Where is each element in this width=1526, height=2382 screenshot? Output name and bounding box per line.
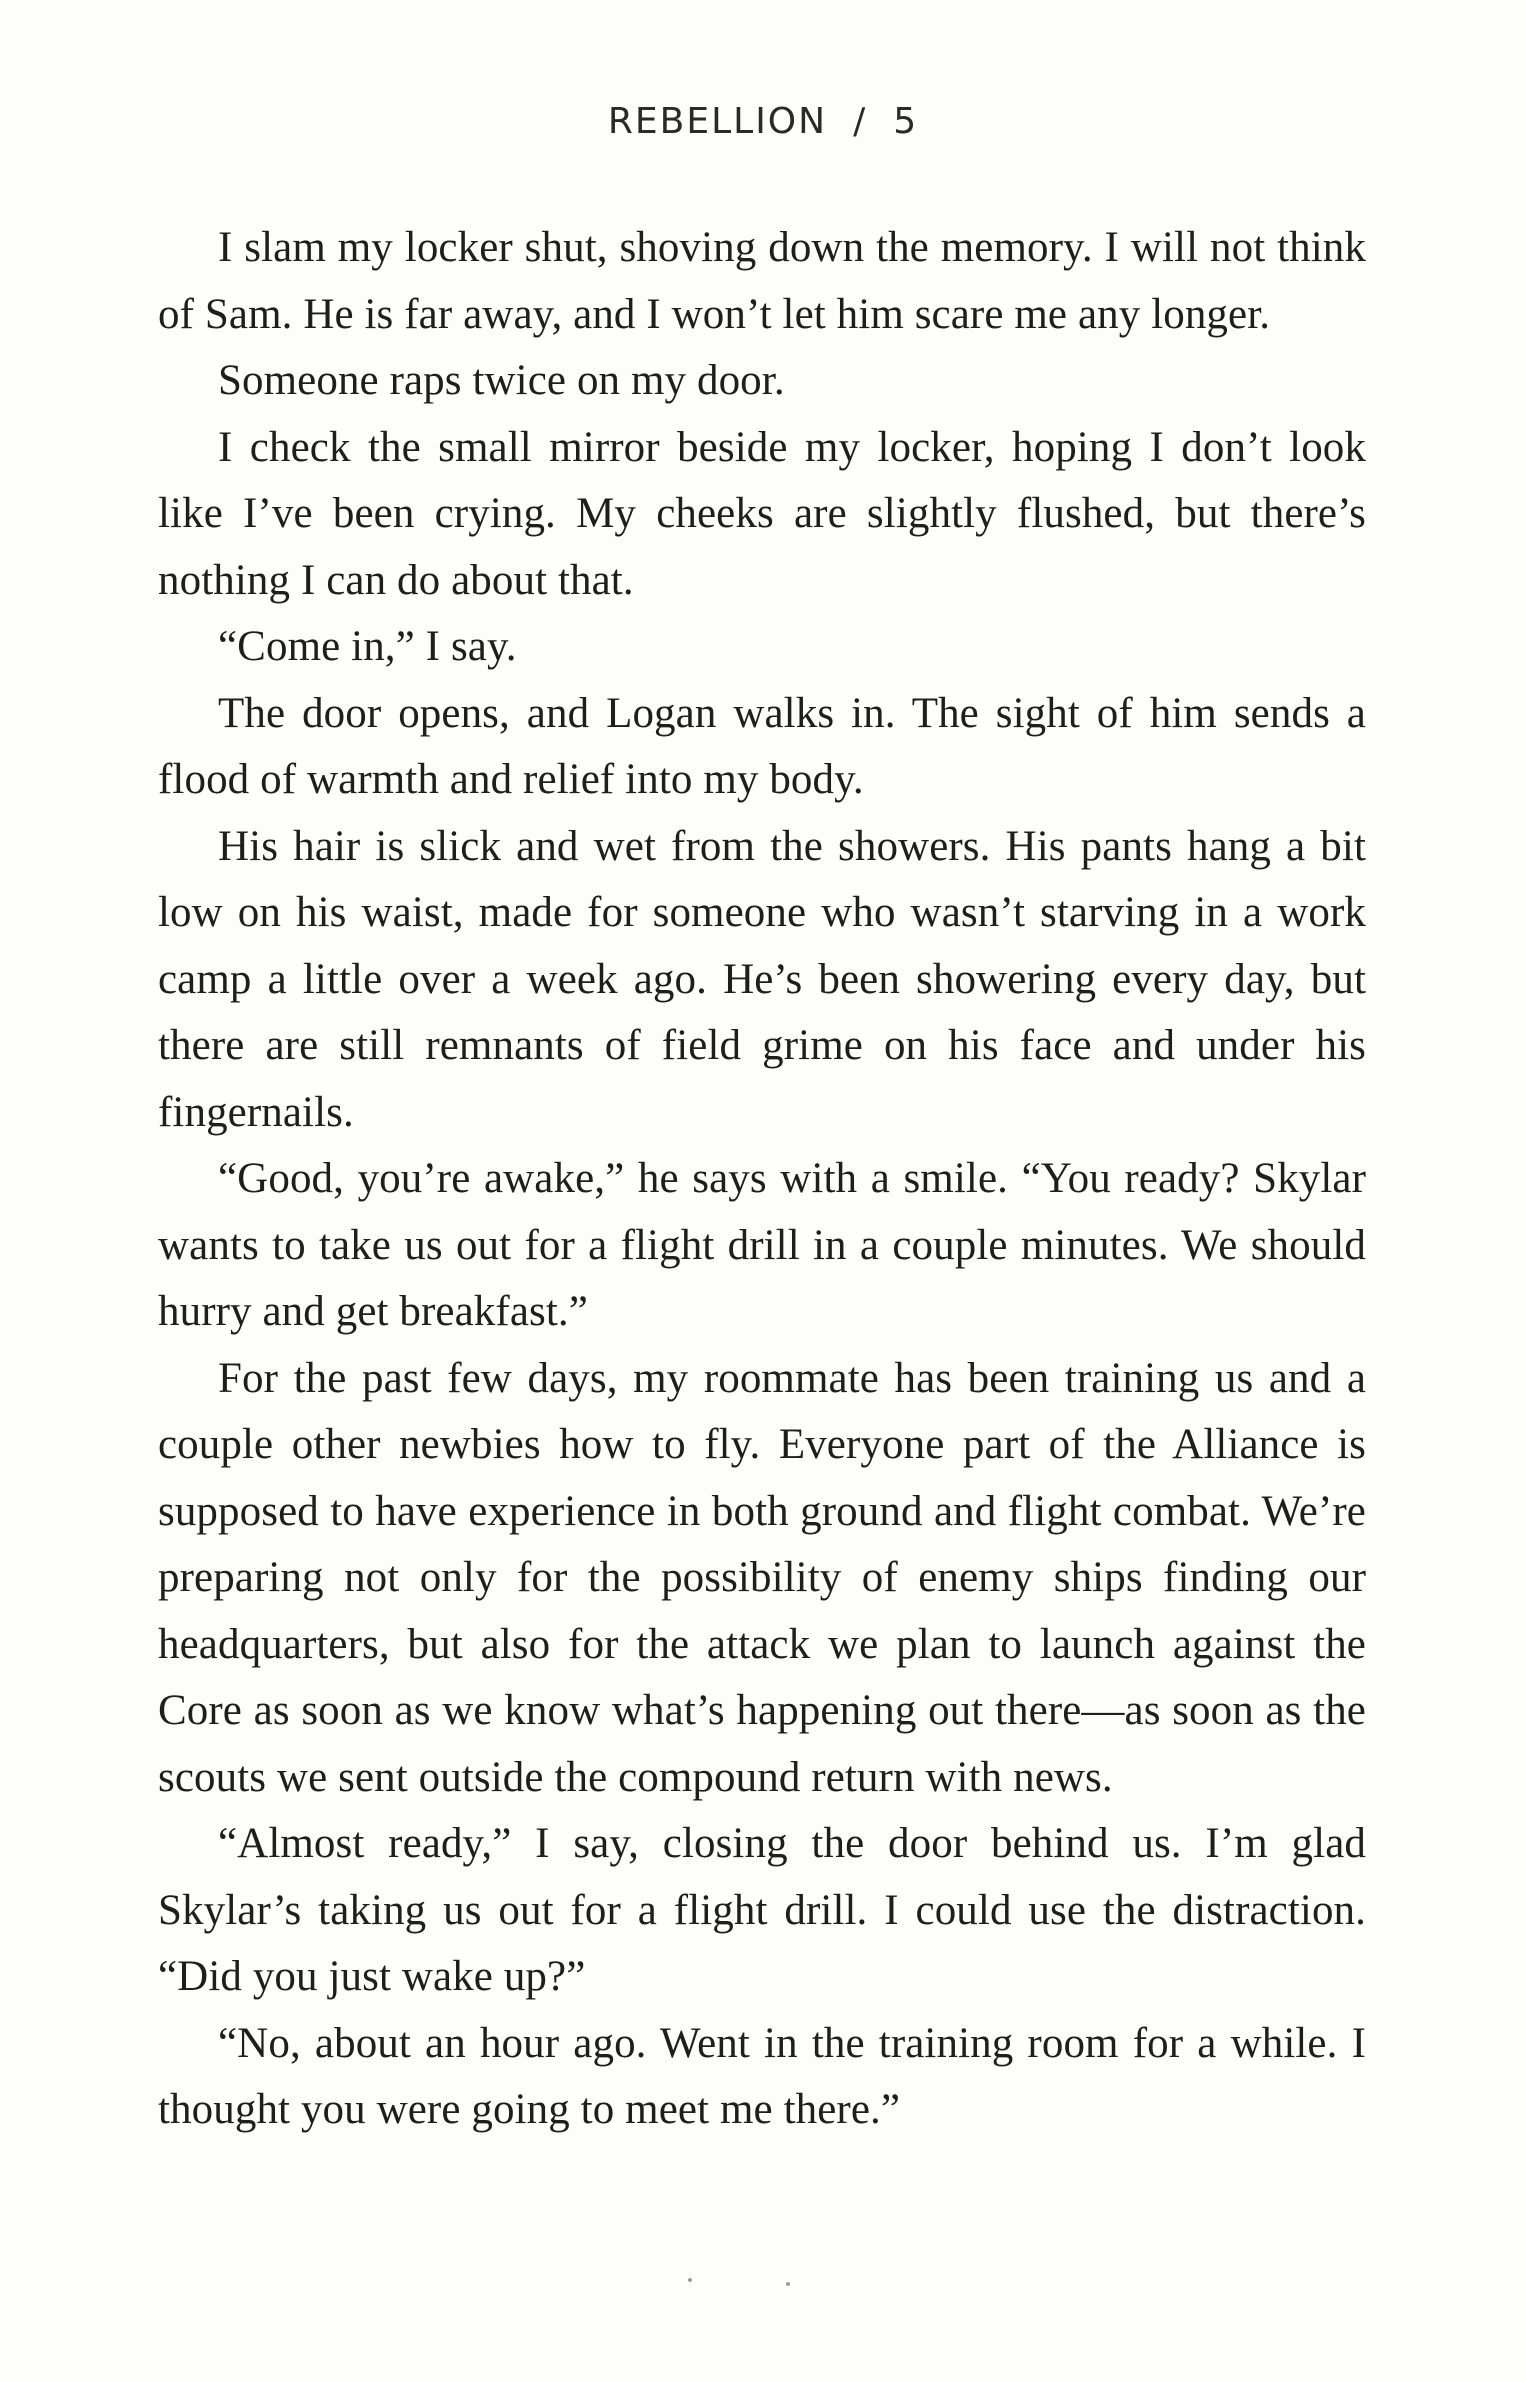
- paragraph: “Good, you’re awake,” he says with a smile. “You ready? Skylar wants to take us out for a flight drill in a couple minutes. We should hurry and get breakfast.”: [158, 1155, 1366, 1335]
- paragraph: “No, about an hour ago. Went in the training room for a while. I thought you were going to meet me there.”: [158, 2019, 1366, 2133]
- scan-speck: [786, 2282, 790, 2286]
- paragraph: “Come in,” I say.: [218, 623, 517, 670]
- paragraph: For the past few days, my roommate has been training us and a couple other newbies how to fly. Everyone part of the Alliance is supposed to have experience in both ground and flight combat. We’re preparing not only for the possibility of enemy ships finding our headquarters, but also for the attack we plan to launch against the Core as soon as we know what’s happening out there—as soon as the scouts we sent outside the compound return with news.: [158, 1354, 1366, 1801]
- running-head: [0, 92, 1526, 152]
- header-separator: /: [853, 101, 868, 142]
- paragraph: I slam my locker shut, shoving down the memory. I will not think of Sam. He is far away, and I won’t let him scare me any longer.: [158, 224, 1366, 338]
- book-title: REBELLION: [607, 101, 828, 142]
- paragraph: I check the small mirror beside my locker, hoping I don’t look like I’ve been crying. My cheeks are slightly flushed, but there’s nothing I can do about that.: [158, 423, 1366, 604]
- scan-speck: [688, 2278, 692, 2282]
- paragraph: Someone raps twice on my door.: [218, 357, 785, 404]
- paragraph: The door opens, and Logan walks in. The sight of him sends a flood of warmth and relief into my body.: [158, 689, 1366, 803]
- paragraph: “Almost ready,” I say, closing the door behind us. I’m glad Skylar’s taking us out for a flight drill. I could use the distraction. “Did you just wake up?”: [158, 1820, 1366, 2000]
- paragraph: His hair is slick and wet from the showers. His pants hang a bit low on his waist, made for someone who wasn’t starving in a work camp a little over a week ago. He’s been showering every day, but there are still remnants of field grime on his face and under his fingernails.: [158, 822, 1366, 1136]
- body-text: [158, 215, 1366, 2144]
- page-number: 5: [893, 101, 919, 142]
